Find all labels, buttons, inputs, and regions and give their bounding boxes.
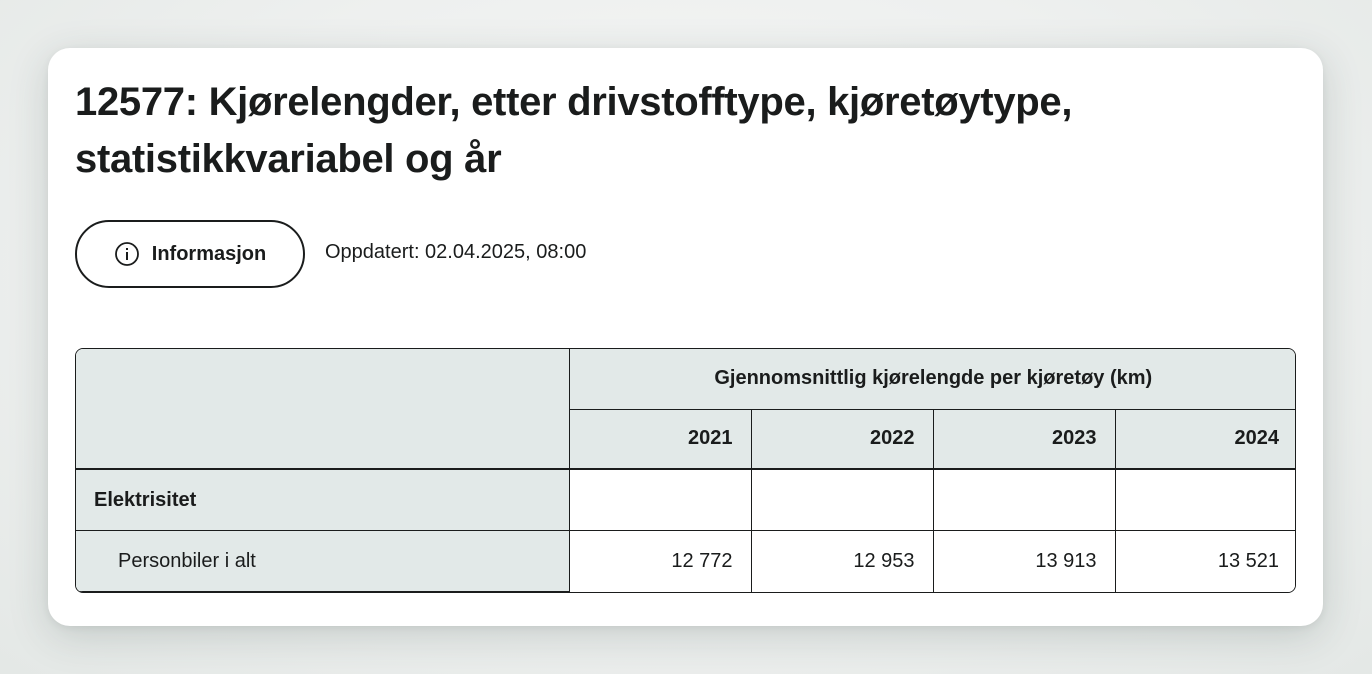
empty-cell [933,469,1115,531]
empty-cell [1115,469,1296,531]
updated-timestamp: Oppdatert: 02.04.2025, 08:00 [325,241,587,263]
info-circle-icon [114,241,140,267]
empty-cell [751,469,933,531]
table-row [76,531,1296,592]
page-title: 12577: Kjørelengder, etter drivstofftype, kjøretøytype, statistikkvariabel og år [75,80,1073,181]
column-header-year[interactable]: 2022 [751,409,933,469]
row-label[interactable]: Personbiler i alt [76,531,569,592]
column-group-header[interactable]: Gjennomsnittlig kjørelengde per kjøretøy (km) [569,349,1296,409]
data-cell[interactable]: 12 953 [751,531,933,592]
row-group-label[interactable]: Elektrisitet [76,469,569,531]
data-cell[interactable]: 12 772 [569,531,751,592]
empty-cell [569,469,751,531]
information-button[interactable] [75,220,305,288]
data-table [75,348,1296,593]
table-row-group [76,469,1296,531]
column-header-year[interactable]: 2021 [569,409,751,469]
column-header-year[interactable]: 2024 [1115,409,1296,469]
data-cell[interactable]: 13 521 [1115,531,1296,592]
table-corner-cell [76,349,569,469]
data-cell[interactable]: 13 913 [933,531,1115,592]
information-button-label: Informasjon [151,242,267,265]
column-header-year[interactable]: 2023 [933,409,1115,469]
table-card [48,48,1323,626]
